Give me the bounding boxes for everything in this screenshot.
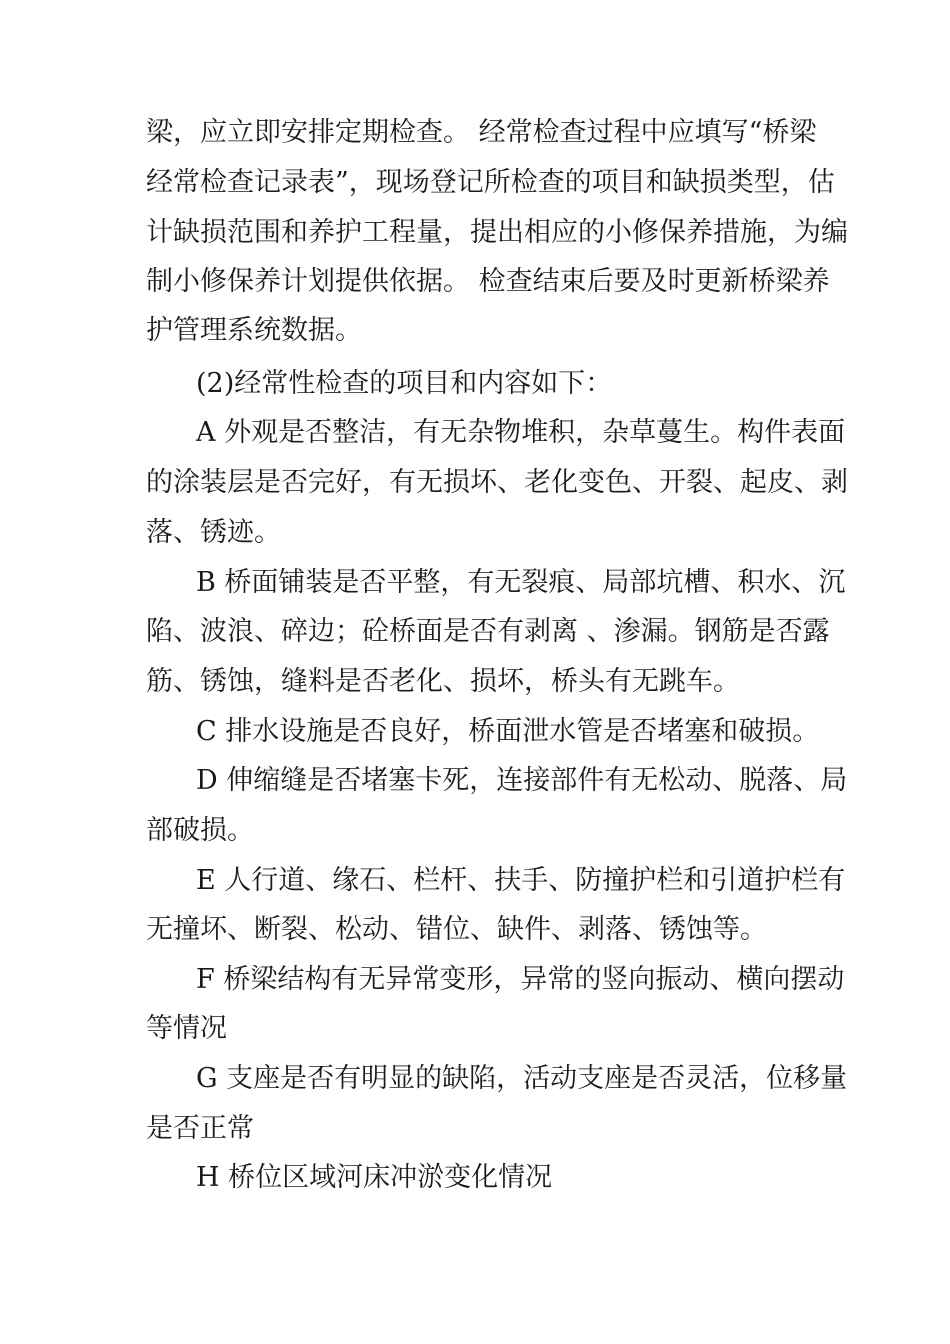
item-d-line-1: D 伸缩缝是否堵塞卡死，连接部件有无松动、脱落、局 [196,765,848,796]
item-c-line-1: C 排水设施是否良好，桥面泄水管是否堵塞和破损。 [196,716,820,747]
item-d-line-2: 部破损。 [146,815,254,846]
item-b-line-2: 陷、波浪、碎边；砼桥面是否有剥离 、渗漏。钢筋是否露 [146,616,830,647]
text-line-5: 护管理系统数据。 [146,315,362,346]
item-h-line-1: H 桥位区域河床冲淤变化情况 [196,1162,553,1193]
item-g-line-1: G 支座是否有明显的缺陷，活动支座是否灵活，位移量 [196,1063,848,1094]
item-e-line-2: 无撞坏、断裂、松动、错位、缺件、剥落、锈蚀等。 [146,914,767,945]
item-g-line-2: 是否正常 [146,1113,254,1144]
section-heading: (2)经常性检查的项目和内容如下： [196,368,613,399]
text-line-1: 梁，应立即安排定期检查。 经常检查过程中应填写“桥梁 [146,117,817,148]
item-a-line-2: 的涂装层是否完好，有无损坏、老化变色、开裂、起皮、剥 [146,467,848,498]
item-f-line-2: 等情况 [146,1013,227,1044]
text-line-4: 制小修保养计划提供依据。 检查结束后要及时更新桥梁养 [146,266,830,297]
item-b-line-3: 筋、锈蚀，缝料是否老化、损坏，桥头有无跳车。 [146,666,740,697]
text-line-2: 经常检查记录表”，现场登记所检查的项目和缺损类型，估 [146,167,835,198]
item-f-line-1: F 桥梁结构有无异常变形，异常的竖向振动、横向摆动 [196,964,845,995]
text-line-3: 计缺损范围和养护工程量，提出相应的小修保养措施，为编 [146,217,848,248]
item-e-line-1: E 人行道、缘石、栏杆、扶手、防撞护栏和引道护栏有 [196,865,846,896]
item-a-line-3: 落、锈迹。 [146,517,281,548]
item-a-line-1: A 外观是否整洁，有无杂物堆积，杂草蔓生。构件表面 [196,417,846,448]
item-b-line-1: B 桥面铺装是否平整，有无裂痕、局部坑槽、积水、沉 [196,567,846,598]
